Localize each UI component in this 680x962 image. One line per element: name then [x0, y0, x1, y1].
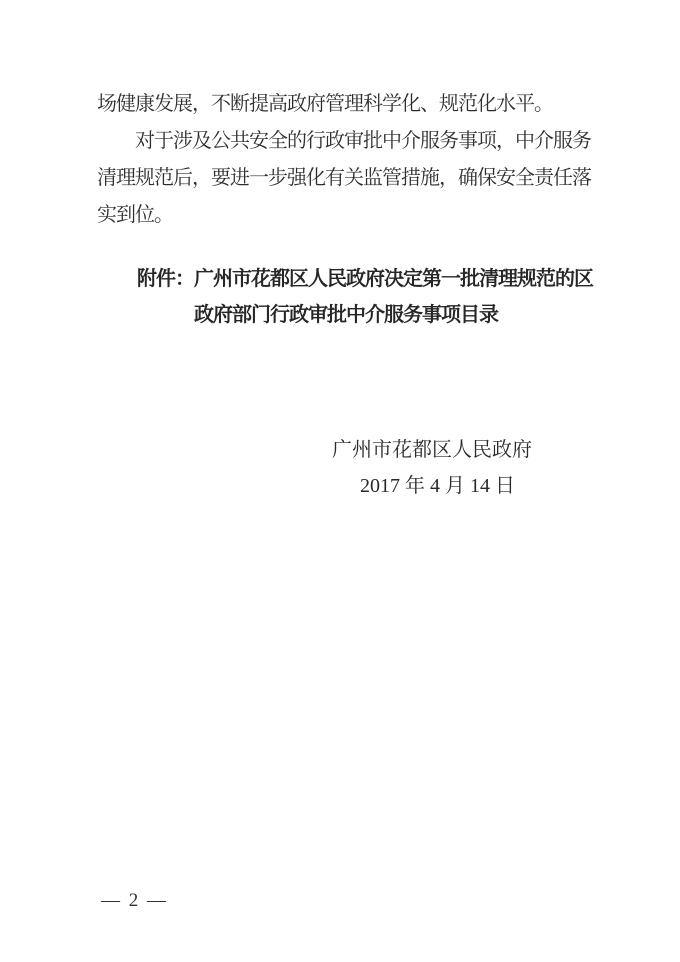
body-line-1: 场健康发展，不断提高政府管理科学化、规范化水平。 — [97, 93, 553, 115]
body-line-2: 对于涉及公共安全的行政审批中介服务事项，中介服务 — [135, 130, 591, 152]
signature-issuer: 广州市花都区人民政府 — [332, 439, 532, 461]
body-line-4: 实到位。 — [97, 204, 173, 226]
page-number: — 2 — — [101, 890, 168, 911]
attachment-line-2: 政府部门行政审批中介服务事项目录 — [194, 304, 498, 326]
attachment-line-1: 附件：广州市花都区人民政府决定第一批清理规范的区 — [137, 268, 593, 290]
body-line-3: 清理规范后，要进一步强化有关监管措施，确保安全责任落 — [97, 167, 591, 189]
signature-date: 2017 年 4 月 14 日 — [360, 475, 515, 497]
